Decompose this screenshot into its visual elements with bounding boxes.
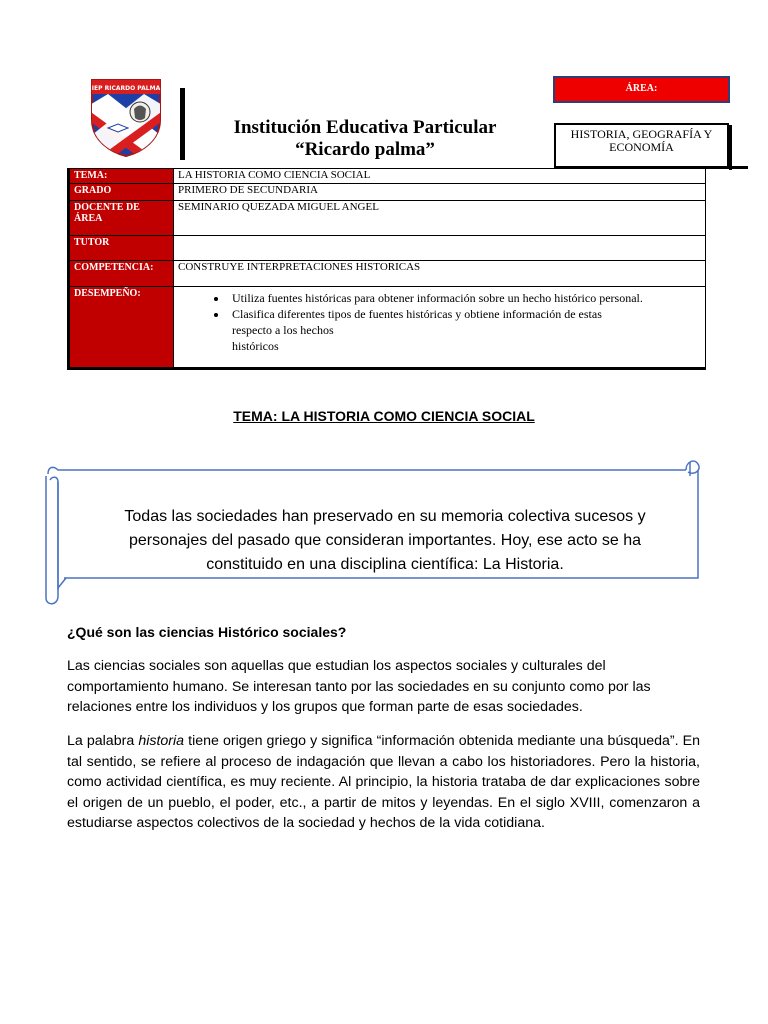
scroll-text-line: personajes del pasado que consideran importantes. Hoy, ese acto se ha [128,532,642,549]
school-logo [88,76,164,158]
area-value-box [554,123,729,168]
scroll-text-line: Todas las sociedades han preservado en su memoria colectiva sucesos y [124,508,646,525]
desempeno-item-line: históricos [232,339,279,353]
tema-value: LA HISTORIA COMO CIENCIA SOCIAL [174,169,706,184]
row-desempeno [69,287,706,369]
logo-text: IEP RICARDO PALMA [91,85,161,92]
desempeno-item-line: respecto a los hechos [232,323,334,337]
docente-label-line-2: ÁREA [74,213,103,224]
desempeno-label: DESEMPEÑO: [69,287,174,369]
desempeno-item: • Utiliza fuentes históricas para obtener información sobre un hecho histórico personal. [228,290,701,306]
scroll-text [80,505,690,577]
row-docente [69,201,706,236]
institution-title [200,117,530,161]
scroll-text-line: constituido en una disciplina científica: La Historia. [206,556,564,573]
paragraph-2-italic: historia [138,733,185,749]
area-box-shadow [729,125,732,170]
row-tutor [69,236,706,261]
paragraph-2-rest: tiene origen griego y significa “información obtenida mediante una búsqueda”. En tal sentido, se refiere al proceso de indagación que llevan a cabo los historiadores. Pero la historia, como actividad científica, es muy reciente. Al principio, la historia trataba de dar explicaciones sobre el origen de un pueblo, el poder, etc., a partir de mitos y leyendas. En el siglo XVIII, comenzaron a estudiarse aspectos colectivos de la sociedad y hechos de la vida cotidiana. [67,733,700,831]
grado-value: PRIMERO DE SECUNDARIA [174,184,706,201]
paragraph-2 [67,731,700,834]
grado-label: GRADO [69,184,174,201]
tema-label: TEMA: [69,169,174,184]
tutor-label: TUTOR [69,236,174,261]
header-divider [180,88,185,160]
institution-line-2: “Ricardo palma” [295,139,435,160]
desempeno-item [228,306,701,354]
row-tema [69,169,706,184]
desempeno-item-line: Clasifica diferentes tipos de fuentes históricas y obtiene información de estas [232,307,602,321]
row-competencia [69,261,706,287]
area-label: ÁREA: [553,76,730,103]
tutor-value [174,236,706,261]
section-question: ¿Qué son las ciencias Histórico sociales? [67,624,347,640]
docente-value: SEMINARIO QUEZADA MIGUEL ANGEL [174,201,706,236]
info-table [67,168,706,370]
competencia-value: CONSTRUYE INTERPRETACIONES HISTORICAS [174,261,706,287]
paragraph-2-prefix: La palabra [67,733,139,749]
paragraph-1: Las ciencias sociales son aquellas que estudian los aspectos sociales y culturales del comportamiento humano. Se interesan tanto por las sociedades en su conjunto como por las relaciones entre los individuos y los grupos que forman parte de esas sociedades. [67,658,651,715]
area-value-line-2: ECONOMÍA [609,140,674,154]
competencia-label: COMPETENCIA: [69,261,174,287]
docente-label [69,201,174,236]
row-grado [69,184,706,201]
docente-label-line-1: DOCENTE DE [74,202,140,213]
desempeno-value [174,287,706,369]
desempeno-list [178,287,701,360]
institution-line-1: Institución Educativa Particular [233,117,497,138]
area-value-line-1: HISTORIA, GEOGRAFÍA Y [570,127,713,141]
tema-heading: TEMA: LA HISTORIA COMO CIENCIA SOCIAL [233,408,535,424]
